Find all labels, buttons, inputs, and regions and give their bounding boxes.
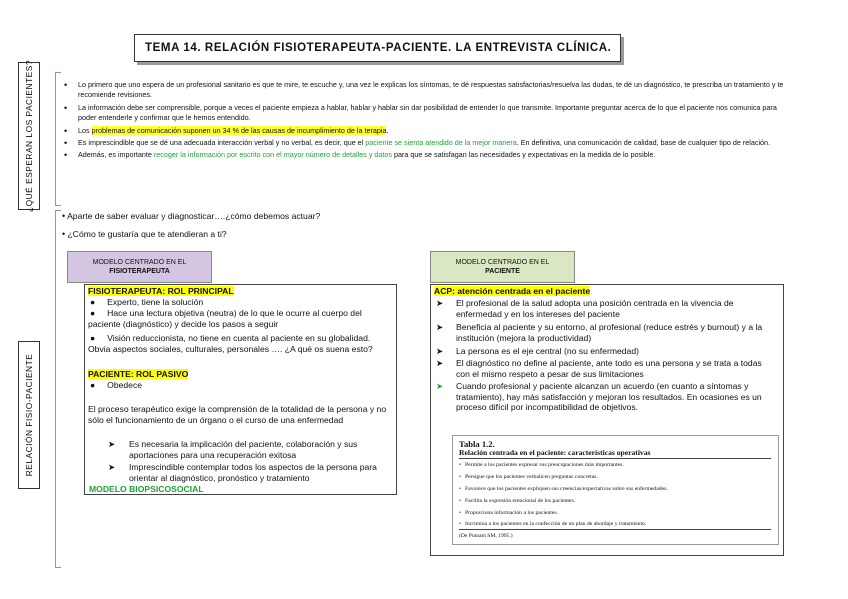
table-row: • Proporciona información a los pacientes. [459,510,558,516]
green-text: recoger la información por escrito con el mayor número de detalles y datos [153,150,393,160]
brace-top [55,72,61,206]
question-1: • Aparte de saber evaluar y diagnosticar….¿cómo debemos actuar? [62,211,321,221]
page-title: TEMA 14. RELACIÓN FISIOTERAPEUTA-PACIENTE. LA ENTREVISTA CLÍNICA. [145,42,612,54]
physio-model-panel: FISIOTERAPEUTA: ROL PRINCIPAL ● Experto, tiene la solución ● Hace una lectura objetiva (neutra) de lo que le ocurre al cuerpo del paciente (diagnóstico) y decide los pasos a seguir ● Visión reduccionista, no tiene en cuenta al paciente en su globalidad. Obvia aspectos sociales, culturales, personales …. ¿A qué os suena esto? PACIENTE: ROL PASIVO ● Obedece El proceso terapéutico exige la comprensión de la totalidad de la persona y no sólo el funcionamiento de un órgano o el curso de una enfermedad ➤ Es necesaria la implicación del paciente, colaboración y sus aportaciones para una recuperación exitosa ➤ Imprescindible contemplar todos los aspectos de la persona para orientar al diagnóstico, pronóstico y tratamiento MODELO BIOPSICOSOCIAL [84,284,397,495]
header-physio-centered: MODELO CENTRADO EN EL FISIOTERAPEUTA [67,251,212,283]
side-label-relationship [18,341,40,489]
side-label-relationship-text: RELACIÓN FISIO-PACIENTE [24,353,34,477]
side-label-expectations [18,59,40,213]
list-item: Obedece [107,380,143,390]
table-source: (De Putnam SM, 1995.) [459,533,513,539]
list-item: • Los problemas de comunicación suponen un 34 % de las causas de incumplimiento de la terapia. [62,126,784,136]
list-item: Cuando profesional y paciente alcanzan un acuerdo (en cuanto a síntomas y tratamiento), hay más satisfacción y mejoran los resultados. En ocasiones es un proceso difícil por incompatibilidad de objetivos. [456,381,762,413]
patient-model-panel: ACP: atención centrada en el paciente ➤ El profesional de la salud adopta una posición centrada en la vivencia de enfermedad y en los intereses del paciente ➤ Beneficia al paciente y su entorno, al profesional (reduce estrés y burnout) y a la institución (mejora la productividad) ➤ La persona es el eje central (no su enfermedad) ➤ El diagnóstico no define al paciente, ante todo es una persona y se trata a todas con el mismo respeto a pesar de sus limitaciones ➤ Cuando profesional y paciente alcanzan un acuerdo (en cuanto a síntomas y tratamiento), hay más satisfacción y mejoran los resultados. En ocasiones es un proceso difícil por incompatibilidad de objetivos. [430,284,784,556]
list-item: El profesional de la salud adopta una posición centrada en la vivencia de enfermedad y en los intereses del paciente [456,298,734,319]
page-title-box [134,34,621,62]
list-item: Imprescindible contemplar todos los aspectos de la persona para orientar al diagnóstico, pronóstico y tratamiento [129,462,377,483]
highlight-text: problemas de comunicación suponen un 34 % de las causas de incumplimiento de la terapia [91,125,387,135]
table-subtitle: Relación centrada en el paciente: características operativas [459,448,651,457]
table-row: • Facilita la expresión emocional de los pacientes. [459,498,575,504]
list-item: • La información debe ser comprensible, porque a veces el paciente empieza a hablar, hablar y hablar sin dar posibilidad de entender lo que transmite. Importante preguntar acerca de lo que el paciente nos comunica para poder entenderle y confirmar que le hemos entendido. [62,103,784,124]
list-item: Es necesaria la implicación del paciente, colaboración y sus aportaciones para una recuperación exitosa [129,439,358,460]
list-item: • Además, es importante recoger la información por escrito con el mayor número de detalles y datos para que se satisfagan las necesidades y expectativas en la medida de lo posible. [62,150,784,160]
paragraph: El proceso terapéutico exige la comprensión de la totalidad de la persona y no sólo el funcionamiento de un órgano o el curso de una enfermedad [88,404,387,425]
green-text: paciente se sienta atendido de la mejor manera [365,138,517,148]
list-item: El diagnóstico no define al paciente, ante todo es una persona y se trata a todas con el mismo respeto a pesar de sus limitaciones [456,358,762,379]
acp-label: ACP: atención centrada en el paciente [434,286,591,296]
list-item: Beneficia al paciente y su entorno, al profesional (reduce estrés y burnout) y a la institución (mejora la productividad) [456,322,763,343]
expectations-list [62,80,784,163]
header-patient-centered: MODELO CENTRADO EN EL PACIENTE [430,251,575,283]
model-name: MODELO BIOPSICOSOCIAL [89,484,204,494]
table-rule [459,529,771,530]
list-item: Experto, tiene la solución [107,297,204,307]
table-row: • Permite a los pacientes expresar sus preocupaciones más importantes. [459,462,624,468]
table-title: Tabla 1.2. [459,439,495,449]
list-item: • Es imprescindible que se dé una adecuada interacción verbal y no verbal, es decir, que el paciente se sienta atendido de la mejor manera. En definitiva, una comunicación de calidad, base de cualquier tipo de relación. [62,138,784,148]
list-item: • Lo primero que uno espera de un profesional sanitario es que te mire, te escuche y, una vez le explicas los síntomas, te dé respuestas satisfactorias/resuelva las dudas, te dé un diagnóstico, te prescriba un tratamiento y te recomiende revisiones. [62,80,784,101]
role-label-patient: PACIENTE: ROL PASIVO [88,369,189,379]
list-item: La persona es el eje central (no su enfermedad) [456,346,639,356]
list-item: Hace una lectura objetiva (neutra) de lo que le ocurre al cuerpo del paciente (diagnóstico) y decide los pasos a seguir [88,308,362,329]
side-label-expectations-text: ¿QUÉ ESPERAN LOS PACIENTES? [24,59,34,213]
table-row: • Favorece que los pacientes expliquen sus creencias/expectativas sobre sus enfermedades. [459,486,668,492]
table-row: • Persigue que los pacientes verbalicen preguntas concretas. [459,474,598,480]
table-row: • Incrimina a los pacientes en la confección de un plan de abordaje y tratamiento. [459,521,646,527]
role-label-physio: FISIOTERAPEUTA: ROL PRINCIPAL [88,286,234,296]
brace-bottom [55,210,61,568]
list-item: Visión reduccionista, no tiene en cuenta al paciente en su globalidad. Obvia aspectos sociales, culturales, personales …. ¿A qué os suena esto? [88,333,373,354]
question-2: • ¿Cómo te gustaría que te atendieran a ti? [62,229,227,239]
table-rule [459,458,771,459]
table-1-2 [452,435,779,545]
